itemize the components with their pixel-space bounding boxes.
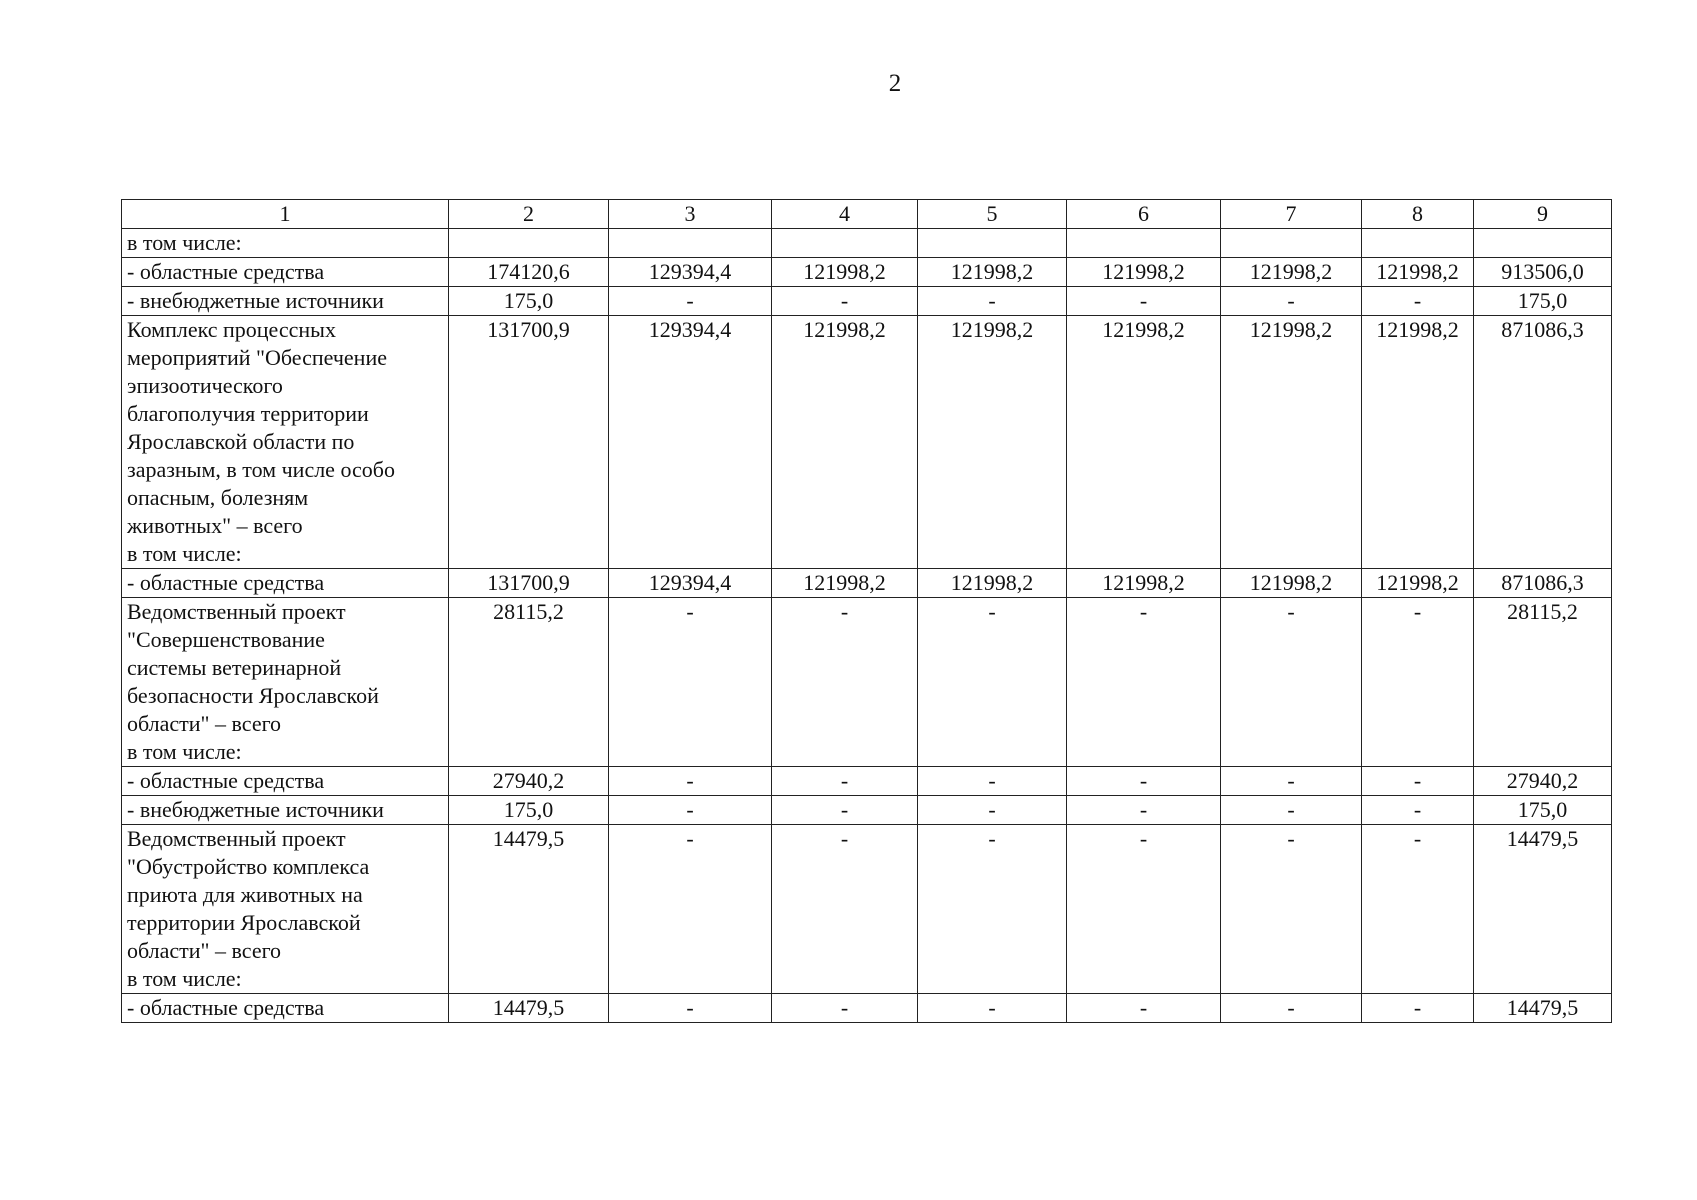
- value-cell: -: [772, 796, 918, 825]
- column-header: 4: [772, 200, 918, 229]
- row-label: [122, 767, 449, 796]
- budget-table-body: [122, 200, 1612, 1023]
- row-label-line: - внебюджетные источники: [127, 288, 384, 313]
- column-header: 9: [1474, 200, 1612, 229]
- value-cell: 27940,2: [1474, 767, 1612, 796]
- row-label-line: Ведомственный проект: [127, 599, 346, 624]
- table-row: [122, 796, 1612, 825]
- header-row: [122, 200, 1612, 229]
- value-cell: 121998,2: [1362, 569, 1474, 598]
- value-cell: -: [918, 598, 1067, 767]
- value-cell: -: [1362, 825, 1474, 994]
- value-cell: -: [1067, 796, 1221, 825]
- row-label-line: - областные средства: [127, 259, 325, 284]
- column-header: 8: [1362, 200, 1474, 229]
- row-label: [122, 569, 449, 598]
- value-cell: [449, 229, 609, 258]
- column-header: 1: [122, 200, 449, 229]
- row-label-line: животных" – всего: [127, 513, 303, 538]
- value-cell: -: [772, 825, 918, 994]
- value-cell: -: [1362, 767, 1474, 796]
- value-cell: 121998,2: [918, 258, 1067, 287]
- row-label-line: Комплекс процессных: [127, 317, 336, 342]
- table-row: [122, 825, 1612, 994]
- row-label-line: опасным, болезням: [127, 485, 309, 510]
- value-cell: -: [1221, 825, 1362, 994]
- value-cell: 14479,5: [449, 994, 609, 1023]
- value-cell: 121998,2: [1067, 316, 1221, 569]
- row-label-line: безопасности Ярославской: [127, 683, 379, 708]
- value-cell: [1474, 229, 1612, 258]
- value-cell: 871086,3: [1474, 569, 1612, 598]
- value-cell: -: [1221, 598, 1362, 767]
- value-cell: -: [1362, 598, 1474, 767]
- value-cell: [609, 229, 772, 258]
- value-cell: [1221, 229, 1362, 258]
- value-cell: -: [609, 796, 772, 825]
- value-cell: 175,0: [449, 796, 609, 825]
- budget-table: [121, 199, 1612, 1023]
- value-cell: -: [772, 287, 918, 316]
- value-cell: [1362, 229, 1474, 258]
- row-label: [122, 258, 449, 287]
- table-row: [122, 316, 1612, 569]
- value-cell: [918, 229, 1067, 258]
- table-row: [122, 258, 1612, 287]
- value-cell: -: [772, 767, 918, 796]
- value-cell: 913506,0: [1474, 258, 1612, 287]
- value-cell: 121998,2: [1221, 569, 1362, 598]
- row-label-line: Ярославской области по: [127, 429, 355, 454]
- value-cell: -: [772, 598, 918, 767]
- row-label-line: области" – всего: [127, 711, 282, 736]
- row-label: [122, 316, 449, 569]
- value-cell: -: [609, 598, 772, 767]
- row-label: [122, 825, 449, 994]
- column-header: 5: [918, 200, 1067, 229]
- value-cell: 121998,2: [1221, 258, 1362, 287]
- value-cell: 174120,6: [449, 258, 609, 287]
- row-label-line: благополучия территории: [127, 401, 369, 426]
- value-cell: -: [1067, 994, 1221, 1023]
- table-row: [122, 598, 1612, 767]
- row-label-line: в том числе:: [127, 541, 242, 566]
- value-cell: -: [1221, 287, 1362, 316]
- value-cell: -: [918, 994, 1067, 1023]
- row-label-line: "Обустройство комплекса: [127, 854, 370, 879]
- value-cell: -: [1067, 287, 1221, 316]
- column-header: 7: [1221, 200, 1362, 229]
- table-row: [122, 287, 1612, 316]
- value-cell: 14479,5: [1474, 994, 1612, 1023]
- row-label-line: "Совершенствование: [127, 627, 325, 652]
- value-cell: -: [609, 767, 772, 796]
- table-row: [122, 994, 1612, 1023]
- table-row: [122, 229, 1612, 258]
- value-cell: 121998,2: [1067, 258, 1221, 287]
- table-row: [122, 569, 1612, 598]
- value-cell: -: [1362, 796, 1474, 825]
- value-cell: 129394,4: [609, 569, 772, 598]
- value-cell: 131700,9: [449, 569, 609, 598]
- value-cell: -: [1221, 767, 1362, 796]
- row-label: [122, 287, 449, 316]
- row-label: [122, 994, 449, 1023]
- budget-table-container: [121, 199, 1611, 1023]
- value-cell: -: [918, 796, 1067, 825]
- value-cell: 14479,5: [1474, 825, 1612, 994]
- value-cell: -: [918, 767, 1067, 796]
- row-label-line: мероприятий "Обеспечение: [127, 345, 387, 370]
- row-label-line: эпизоотического: [127, 373, 283, 398]
- value-cell: 14479,5: [449, 825, 609, 994]
- value-cell: 121998,2: [772, 258, 918, 287]
- value-cell: -: [1362, 994, 1474, 1023]
- value-cell: 121998,2: [1362, 258, 1474, 287]
- value-cell: 121998,2: [1221, 316, 1362, 569]
- row-label-line: области" – всего: [127, 938, 282, 963]
- value-cell: -: [918, 825, 1067, 994]
- value-cell: -: [1067, 825, 1221, 994]
- value-cell: 131700,9: [449, 316, 609, 569]
- value-cell: 871086,3: [1474, 316, 1612, 569]
- row-label-line: - областные средства: [127, 995, 325, 1020]
- value-cell: -: [609, 287, 772, 316]
- value-cell: 129394,4: [609, 316, 772, 569]
- table-row: [122, 767, 1612, 796]
- value-cell: -: [772, 994, 918, 1023]
- column-header: 3: [609, 200, 772, 229]
- value-cell: 175,0: [449, 287, 609, 316]
- value-cell: 175,0: [1474, 287, 1612, 316]
- value-cell: [1067, 229, 1221, 258]
- row-label: [122, 598, 449, 767]
- value-cell: [772, 229, 918, 258]
- value-cell: -: [1067, 767, 1221, 796]
- value-cell: 121998,2: [772, 569, 918, 598]
- row-label: [122, 796, 449, 825]
- value-cell: 28115,2: [449, 598, 609, 767]
- row-label-line: приюта для животных на: [127, 882, 363, 907]
- value-cell: -: [609, 994, 772, 1023]
- value-cell: -: [1067, 598, 1221, 767]
- row-label-line: - областные средства: [127, 768, 325, 793]
- row-label-line: - областные средства: [127, 570, 325, 595]
- column-header: 6: [1067, 200, 1221, 229]
- row-label-line: в том числе:: [127, 966, 242, 991]
- column-header: 2: [449, 200, 609, 229]
- row-label-line: заразным, в том числе особо: [127, 457, 395, 482]
- row-label-line: территории Ярославской: [127, 910, 361, 935]
- value-cell: 175,0: [1474, 796, 1612, 825]
- page-number: 2: [888, 70, 902, 97]
- value-cell: 121998,2: [1362, 316, 1474, 569]
- value-cell: 27940,2: [449, 767, 609, 796]
- value-cell: -: [1221, 796, 1362, 825]
- value-cell: 121998,2: [772, 316, 918, 569]
- row-label-line: - внебюджетные источники: [127, 797, 384, 822]
- row-label-line: Ведомственный проект: [127, 826, 346, 851]
- value-cell: 28115,2: [1474, 598, 1612, 767]
- value-cell: -: [918, 287, 1067, 316]
- value-cell: 129394,4: [609, 258, 772, 287]
- value-cell: 121998,2: [918, 316, 1067, 569]
- row-label: [122, 229, 449, 258]
- row-label-line: в том числе:: [127, 230, 242, 255]
- row-label-line: в том числе:: [127, 739, 242, 764]
- value-cell: 121998,2: [918, 569, 1067, 598]
- row-label-line: системы ветеринарной: [127, 655, 342, 680]
- value-cell: -: [1362, 287, 1474, 316]
- value-cell: 121998,2: [1067, 569, 1221, 598]
- value-cell: -: [609, 825, 772, 994]
- value-cell: -: [1221, 994, 1362, 1023]
